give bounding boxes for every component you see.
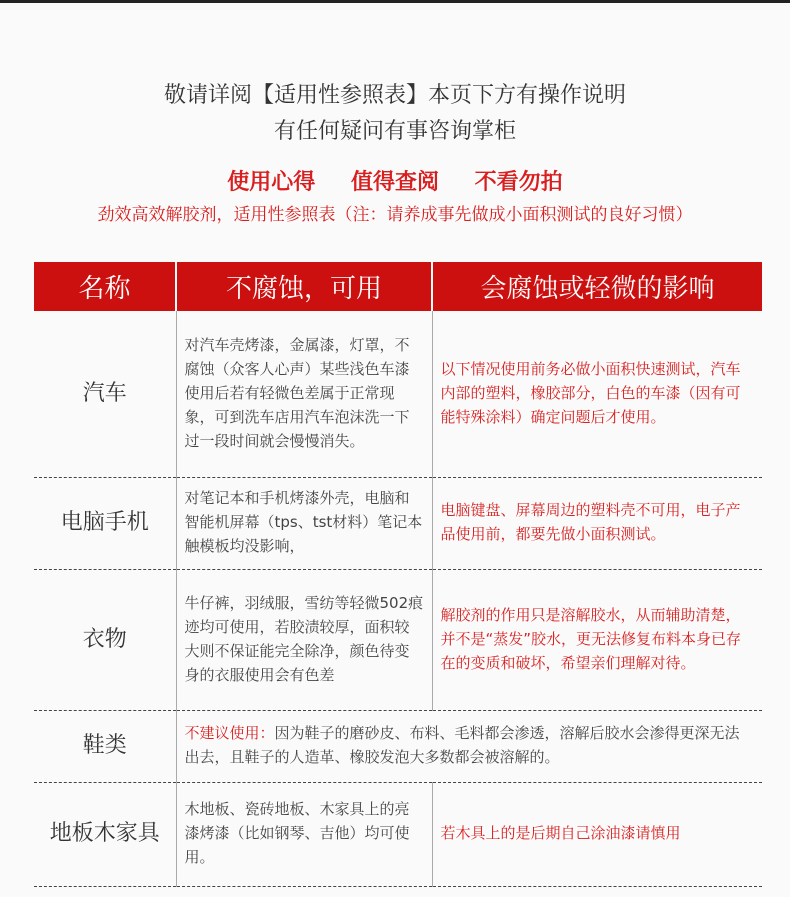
applicability-table <box>34 262 762 887</box>
row-name: 电脑手机 <box>34 477 176 569</box>
table-row <box>34 782 762 886</box>
intro-line-2: 有任何疑问有事咨询掌柜 <box>273 119 516 144</box>
slogan-2: 值得查阅 <box>350 170 439 195</box>
row-name: 地板木家具 <box>34 782 176 886</box>
row-bad: 若木具上的是后期自己涂油漆请慎用 <box>432 782 762 886</box>
intro-line-1: 敬请详阅【适用性参照表】本页下方有操作说明 <box>163 83 626 108</box>
row-text: 因为鞋子的磨砂皮、布料、毛料都会渗透，溶解后胶水会渗得更深无法出去，且鞋子的人造革、橡胶发泡大多数都会被溶解的。 <box>184 724 740 766</box>
header-bad: 会腐蚀或轻微的影响 <box>432 262 762 311</box>
header-ok: 不腐蚀，可用 <box>176 262 432 311</box>
row-bad: 电脑键盘、屏幕周边的塑料壳不可用，电子产品使用前，都要先做小面积测试。 <box>432 477 762 569</box>
table-row <box>34 311 762 477</box>
table-row <box>34 569 762 710</box>
row-ok: 对汽车壳烤漆，金属漆，灯罩，不腐蚀（众客人心声）某些浅色车漆使用后若有轻微色差属于正常现象，可到洗车店用汽车泡沫洗一下过一段时间就会慢慢消失。 <box>176 311 432 477</box>
table-row <box>34 477 762 569</box>
usage-note: 劲效高效解胶剂，适用性参照表（注：请养成事先做成小面积测试的良好习惯） <box>97 205 693 225</box>
row-combined <box>176 710 762 782</box>
header-name: 名称 <box>34 262 176 311</box>
row-bad: 解胶剂的作用只是溶解胶水，从而辅助清楚，并不是“蒸发”胶水，更无法修复布料本身已存在的变质和破坏，希望亲们理解对待。 <box>432 569 762 710</box>
slogan-1: 使用心得 <box>227 170 316 195</box>
table-row <box>34 710 762 782</box>
top-border <box>0 0 790 3</box>
slogans <box>0 165 790 196</box>
warning-label: 不建议使用： <box>184 724 275 742</box>
table-header <box>34 262 762 311</box>
row-name: 衣物 <box>34 569 176 710</box>
row-ok: 对笔记本和手机烤漆外壳，电脑和智能机屏幕（tps、tst材料）笔记本触模板均没影响， <box>176 477 432 569</box>
row-bad: 以下情况使用前务必做小面积快速测试，汽车内部的塑料，橡胶部分，白色的车漆（因有可能特殊涂料）确定问题后才使用。 <box>432 311 762 477</box>
row-ok: 木地板、瓷砖地板、木家具上的亮漆烤漆（比如钢琴、吉他）均可使用。 <box>176 782 432 886</box>
row-name: 汽车 <box>34 311 176 477</box>
slogan-3: 不看勿拍 <box>474 170 563 195</box>
row-ok: 牛仔裤，羽绒服，雪纺等轻微502痕迹均可使用，若胶渍较厚，面积较大则不保证能完全除净，颜色待变身的衣服使用会有色差 <box>176 569 432 710</box>
row-name: 鞋类 <box>34 710 176 782</box>
